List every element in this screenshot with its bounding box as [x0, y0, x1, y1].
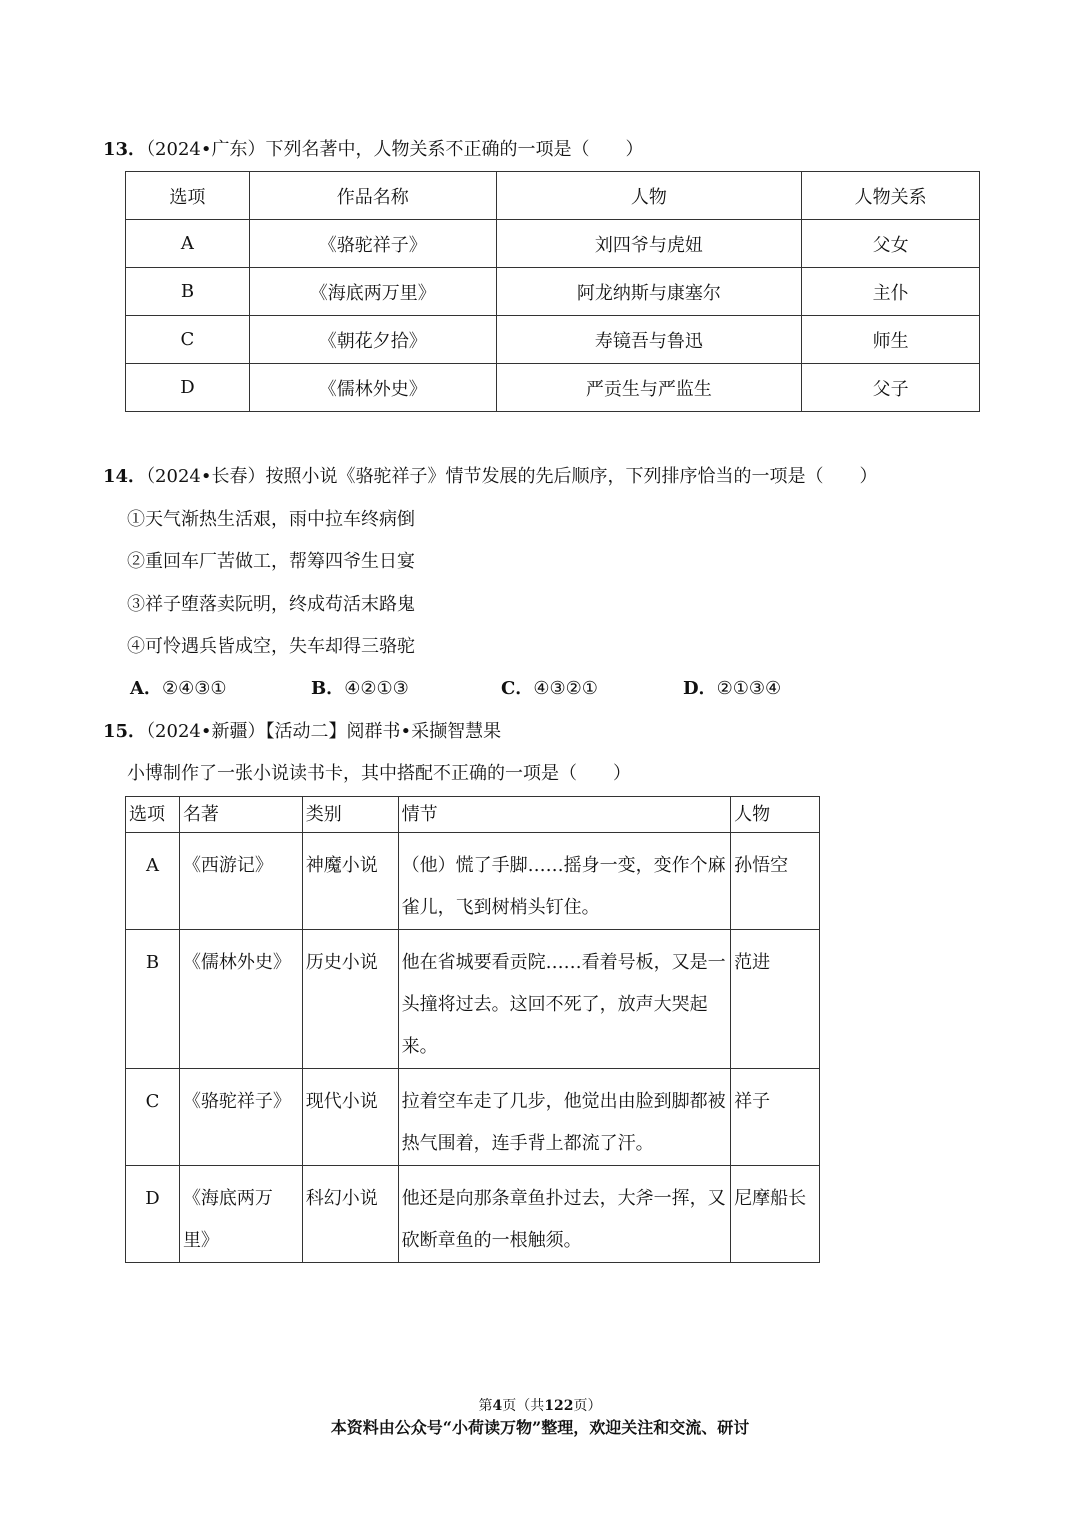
activity-title: 【活动二】阅群书•采撷智慧果: [265, 721, 502, 742]
question-number: 13．: [103, 139, 147, 160]
work-cell: 《海底两万里》: [249, 268, 496, 316]
table-row: [126, 268, 980, 316]
plot-cell: 他在省城要看贡院……看着号板，又是一头撞将过去。这回不死了，放声大哭起来。: [398, 930, 730, 1069]
option-cell: A: [126, 220, 250, 268]
table-row: [126, 316, 980, 364]
q15-table: [125, 796, 820, 1263]
table-header-cell: 人物: [731, 797, 820, 833]
choice-label: A．: [130, 678, 162, 699]
work-cell: 《朝花夕拾》: [249, 316, 496, 364]
choice-text: ②④③①: [161, 678, 227, 699]
question-stem: 下列名著中，人物关系不正确的一项是（ ）: [265, 139, 644, 160]
choice-label: C．: [501, 678, 534, 699]
relation-cell: 父子: [802, 364, 980, 412]
question-source: （2024•广东）: [146, 139, 266, 160]
table-header-cell: 名著: [179, 797, 302, 833]
question-13: [103, 138, 644, 162]
relation-cell: 父女: [802, 220, 980, 268]
table-header-cell: 类别: [302, 797, 398, 833]
choice-c: [501, 677, 598, 701]
table-row: [126, 930, 820, 1069]
work-cell: 《西游记》: [179, 833, 302, 930]
table-header-row: [126, 797, 820, 833]
choice-d: [683, 677, 781, 701]
characters-cell: 严贡生与严监生: [496, 364, 802, 412]
choice-text: ②①③④: [716, 678, 782, 699]
question-number: 14．: [103, 466, 147, 487]
page-mid: 页（共: [502, 1398, 545, 1414]
table-header-row: [126, 172, 980, 220]
character-cell: 孙悟空: [731, 833, 820, 930]
genre-cell: 现代小说: [302, 1069, 398, 1166]
work-cell: 《儒林外史》: [249, 364, 496, 412]
page-current: 4: [492, 1398, 503, 1414]
genre-cell: 神魔小说: [302, 833, 398, 930]
table-header-cell: 情节: [398, 797, 730, 833]
option-cell: D: [126, 364, 250, 412]
question-14: [103, 465, 878, 489]
relation-cell: 主仆: [802, 268, 980, 316]
question-source: （2024•长春）: [146, 466, 266, 487]
sequence-item: ③祥子堕落卖阮明，终成苟活末路鬼: [127, 594, 415, 615]
option-cell: C: [126, 316, 250, 364]
footer-note: 本资料由公众号“小荷读万物”整理，欢迎关注和交流、研讨: [330, 1418, 750, 1437]
sequence-item: ④可怜遇兵皆成空，失车却得三骆驼: [127, 636, 415, 657]
work-cell: 《骆驼祥子》: [249, 220, 496, 268]
character-cell: 尼摩船长: [731, 1166, 820, 1263]
plot-cell: 他还是向那条章鱼扑过去，大斧一挥，又砍断章鱼的一根触须。: [398, 1166, 730, 1263]
option-cell: B: [126, 268, 250, 316]
page-prefix: 第: [478, 1398, 493, 1414]
page-number: [0, 1396, 1080, 1416]
sequence-item: ①天气渐热生活艰，雨中拉车终病倒: [127, 509, 415, 530]
sequence-item: ②重回车厂苦做工，帮筹四爷生日宴: [127, 551, 415, 572]
table-header-cell: 人物: [496, 172, 802, 220]
work-cell: 《骆驼祥子》: [179, 1069, 302, 1166]
page-total: 122: [544, 1398, 574, 1414]
table-header-cell: 人物关系: [802, 172, 980, 220]
table-row: [126, 833, 820, 930]
table-row: [126, 364, 980, 412]
choice-b: [311, 677, 409, 701]
work-cell: 《海底两万里》: [179, 1166, 302, 1263]
table-header-cell: 选项: [126, 797, 180, 833]
genre-cell: 科幻小说: [302, 1166, 398, 1263]
choice-label: D．: [683, 678, 717, 699]
option-cell: C: [126, 1069, 180, 1166]
question-15: [103, 720, 501, 744]
characters-cell: 刘四爷与虎妞: [496, 220, 802, 268]
table-header-cell: 选项: [126, 172, 250, 220]
choice-label: B．: [311, 678, 345, 699]
option-cell: D: [126, 1166, 180, 1263]
character-cell: 范进: [731, 930, 820, 1069]
relation-cell: 师生: [802, 316, 980, 364]
table-row: [126, 1166, 820, 1263]
question-source: （2024•新疆）: [146, 721, 266, 742]
question-number: 15．: [103, 721, 147, 742]
question-stem: 小博制作了一张小说读书卡，其中搭配不正确的一项是（ ）: [127, 763, 631, 784]
table-header-cell: 作品名称: [249, 172, 496, 220]
option-cell: B: [126, 930, 180, 1069]
page-suffix: 页）: [573, 1398, 602, 1414]
choice-a: [130, 677, 227, 701]
q13-table: [125, 171, 980, 412]
genre-cell: 历史小说: [302, 930, 398, 1069]
plot-cell: （他）慌了手脚……摇身一变，变作个麻雀儿，飞到树梢头钉住。: [398, 833, 730, 930]
question-stem: 按照小说《骆驼祥子》情节发展的先后顺序，下列排序恰当的一项是（ ）: [265, 466, 878, 487]
choice-text: ④③②①: [533, 678, 598, 699]
table-row: [126, 1069, 820, 1166]
table-row: [126, 220, 980, 268]
character-cell: 祥子: [731, 1069, 820, 1166]
work-cell: 《儒林外史》: [179, 930, 302, 1069]
choice-text: ④②①③: [344, 678, 409, 699]
option-cell: A: [126, 833, 180, 930]
plot-cell: 拉着空车走了几步，他觉出由脸到脚都被热气围着，连手背上都流了汗。: [398, 1069, 730, 1166]
characters-cell: 阿龙纳斯与康塞尔: [496, 268, 802, 316]
characters-cell: 寿镜吾与鲁迅: [496, 316, 802, 364]
